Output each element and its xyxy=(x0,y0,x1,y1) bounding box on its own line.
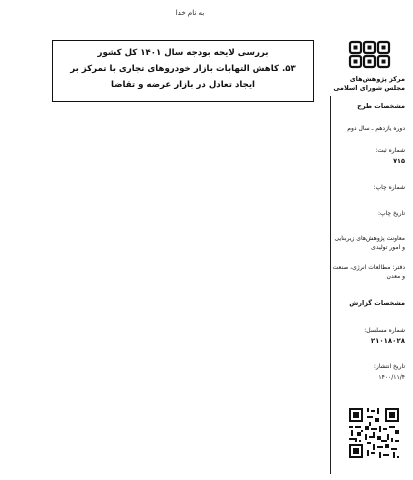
qr-code-icon xyxy=(347,406,401,460)
registration-label: شماره ثبت: xyxy=(375,147,405,154)
serial-label: شماره مسلسل: xyxy=(364,327,405,334)
publish-date-label: تاریخ انتشار: xyxy=(373,363,405,370)
serial-value: ۲۱۰۱۸۰۲۸ xyxy=(370,337,405,345)
publish-date-value: ۱۴۰۰/۱۱/۴ xyxy=(378,374,405,381)
term-text: دوره یازدهم ـ سال دوم xyxy=(347,125,405,132)
print-date-label: تاریخ چاپ: xyxy=(377,210,405,217)
bismillah-heading: به نام خدا xyxy=(175,9,205,17)
report-title-line-2: ۵۳. کاهش التهابات بازار خودروهای تجاری با تمرکز بر xyxy=(70,64,296,74)
logo-text-line-2: مجلس شورای اسلامی xyxy=(333,84,405,92)
deputy-text: معاونت پژوهش‌های زیربنایی و امور تولیدی xyxy=(334,235,405,251)
report-spec-label: مشخصات گزارش xyxy=(349,299,405,307)
office-text: دفتر: مطالعات انرژی، صنعت و معدن xyxy=(332,264,405,280)
report-title-box xyxy=(52,40,314,102)
report-title-line-3: ایجاد تعادل در بازار عرضه و تقاضا xyxy=(110,80,256,90)
logo-text-line-1: مرکز پژوهش‌های xyxy=(349,75,405,83)
plan-spec-label: مشخصات طرح xyxy=(357,102,405,110)
report-title-line-1: بررسی لایحه بودجه سال ۱۴۰۱ کل کشور xyxy=(97,48,269,58)
print-number-label: شماره چاپ: xyxy=(373,184,405,191)
registration-value: ۷۱۵ xyxy=(393,157,405,165)
